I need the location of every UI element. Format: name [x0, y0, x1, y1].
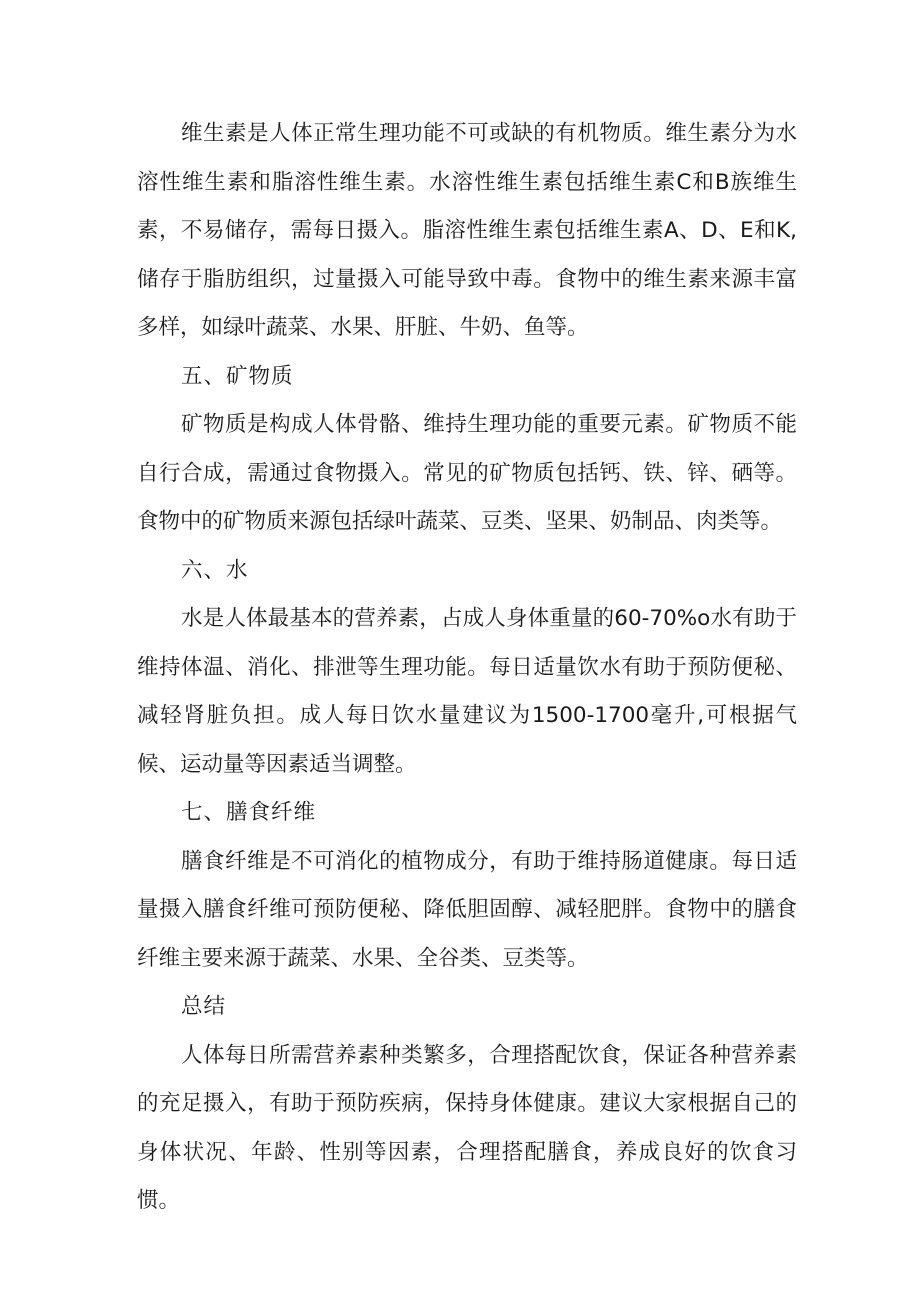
heading-dietary-fiber: 七、膳食纤维: [181, 800, 317, 825]
paragraph-summary: 人体每日所需营养素种类繁多，合理搭配饮食，保证各种营养素的充足摄入，有助于预防疾病，保持身体健康。建议大家根据自己的身体状况、年龄、性别等因素，合理搭配膳食，养成良好的饮食习惯。: [137, 1042, 797, 1213]
paragraph-minerals: 矿物质是构成人体骨骼、维持生理功能的重要元素。矿物质不能自行合成，需通过食物摄入。常见的矿物质包括钙、铁、锌、硒等。食物中的矿物质来源包括绿叶蔬菜、豆类、坚果、奶制品、肉类等。: [137, 412, 797, 534]
paragraph-dietary-fiber: 膳食纤维是不可消化的植物成分，有助于维持肠道健康。每日适量摄入膳食纤维可预防便秘、降低胆固醇、减轻肥胖。食物中的膳食纤维主要来源于蔬菜、水果、全谷类、豆类等。: [137, 848, 797, 971]
paragraph-water: 水是人体最基本的营养素，占成人身体重量的60-70%o水有助于维持体温、消化、排泄等生理功能。每日适量饮水有助于预防便秘、减轻肾脏负担。成人每日饮水量建议为1500-1700毫升,可根据气候、运动量等因素适当调整。: [137, 606, 797, 777]
heading-summary: 总结: [181, 994, 227, 1019]
heading-water: 六、水: [181, 557, 249, 583]
paragraph-vitamins: 维生素是人体正常生理功能不可或缺的有机物质。维生素分为水溶性维生素和脂溶性维生素。水溶性维生素包括维生素C和B族维生素，不易储存，需每日摄入。脂溶性维生素包括维生素A、D、E和K,储存于脂肪组织，过量摄入可能导致中毒。食物中的维生素来源丰富多样，如绿叶蔬菜、水果、肝脏、牛奶、鱼等。: [137, 121, 797, 340]
document-body: [137, 110, 797, 1226]
heading-minerals: 五、矿物质: [181, 363, 294, 389]
